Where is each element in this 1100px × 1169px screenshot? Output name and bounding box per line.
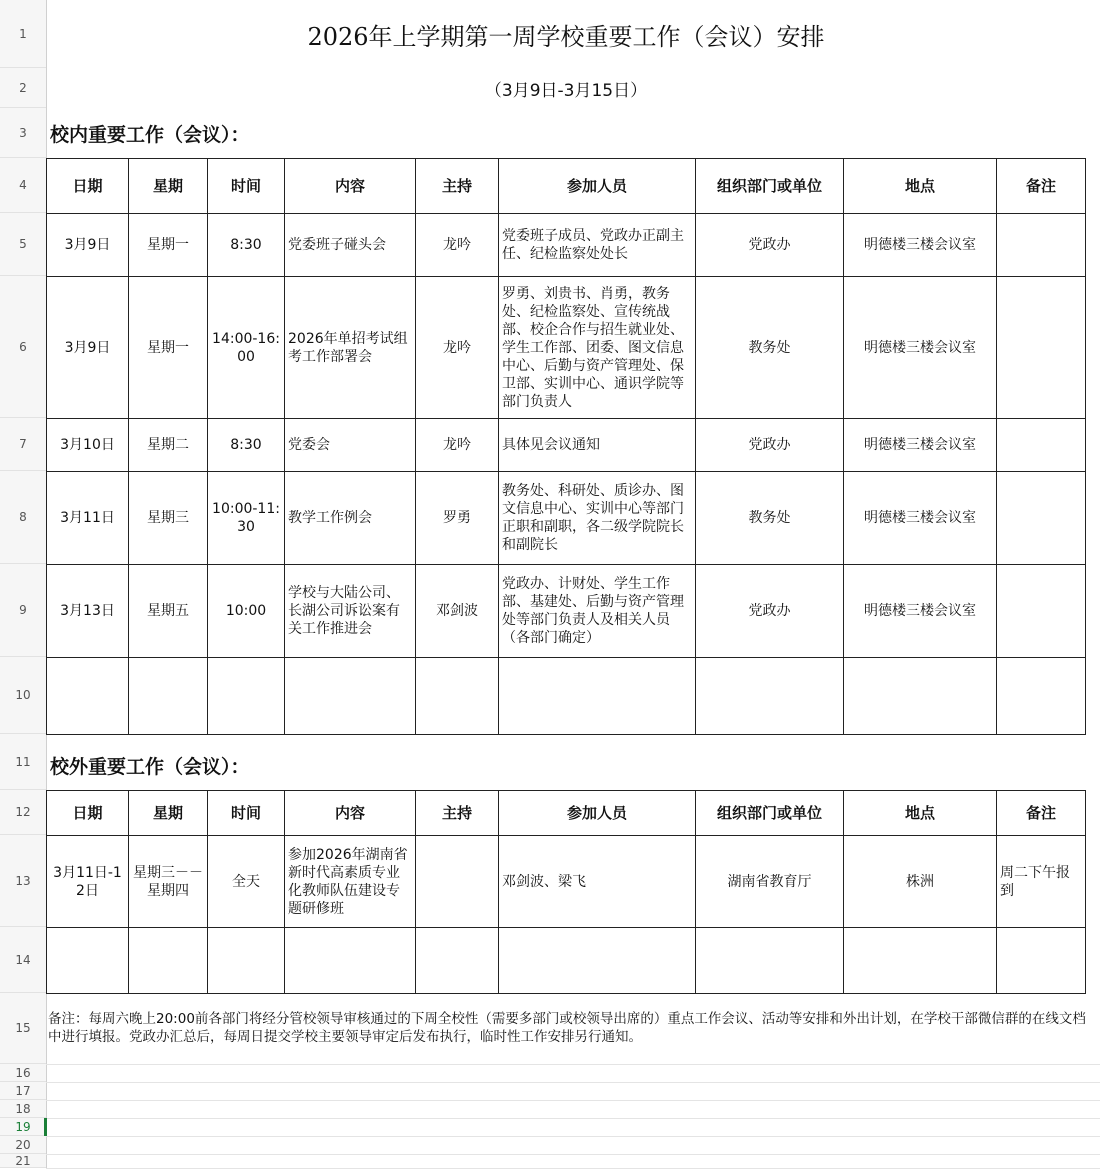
row-number[interactable]: 21 — [0, 1154, 46, 1168]
cell-location[interactable]: 明德楼三楼会议室 — [844, 419, 997, 472]
header-time: 时间 — [208, 791, 285, 836]
cell-empty[interactable] — [129, 928, 208, 994]
cell-weekday[interactable]: 星期三－－星期四 — [129, 836, 208, 928]
gridline — [46, 1154, 1100, 1155]
cell-empty[interactable] — [416, 928, 499, 994]
row-number[interactable]: 9 — [0, 564, 46, 657]
table-header-row — [47, 791, 1086, 836]
footnote-remarks: 备注：每周六晚上20:00前各部门将经分管校领导审核通过的下周全校性（需要多部门或校领导出席的）重点工作会议、活动等安排和外出计划，在学校干部微信群的在线文档中进行填报。党政办汇总后，每周日提交学校主要领导审定后发布执行，临时性工作安排另行通知。 — [48, 1011, 1086, 1045]
header-date: 日期 — [47, 159, 129, 214]
cell-remarks[interactable]: 周二下午报到 — [997, 836, 1086, 928]
cell-participants[interactable]: 邓剑波、梁飞 — [499, 836, 696, 928]
cell-empty[interactable] — [47, 658, 129, 735]
cell-organizer[interactable]: 党政办 — [696, 214, 844, 277]
header-host: 主持 — [416, 159, 499, 214]
row-number[interactable]: 3 — [0, 108, 46, 158]
cell-empty[interactable] — [285, 928, 416, 994]
row-number-gutter — [0, 0, 47, 1168]
cell-host[interactable]: 龙吟 — [416, 214, 499, 277]
external-meetings-table — [46, 790, 1086, 994]
header-remarks: 备注 — [997, 159, 1086, 214]
cell-empty[interactable] — [499, 658, 696, 735]
cell-empty[interactable] — [129, 658, 208, 735]
row-number[interactable]: 1 — [0, 0, 46, 68]
cell-content[interactable]: 学校与大陆公司、长湖公司诉讼案有关工作推进会 — [285, 565, 416, 658]
cell-content[interactable]: 参加2026年湖南省新时代高素质专业化教师队伍建设专题研修班 — [285, 836, 416, 928]
header-host: 主持 — [416, 791, 499, 836]
cell-weekday[interactable]: 星期一 — [129, 277, 208, 419]
cell-empty[interactable] — [285, 658, 416, 735]
row-number[interactable]: 11 — [0, 734, 46, 790]
section-heading-internal: 校内重要工作（会议）： — [50, 123, 250, 146]
row-number[interactable]: 18 — [0, 1100, 46, 1118]
header-date: 日期 — [47, 791, 129, 836]
cell-empty[interactable] — [696, 658, 844, 735]
row-number[interactable]: 14 — [0, 927, 46, 993]
cell-date[interactable]: 3月10日 — [47, 419, 129, 472]
cell-date[interactable]: 3月11日 — [47, 472, 129, 565]
row-number[interactable]: 13 — [0, 835, 46, 927]
cell-remarks[interactable] — [997, 565, 1086, 658]
table-row — [47, 836, 1086, 928]
header-location: 地点 — [844, 791, 997, 836]
cell-time[interactable]: 8:30 — [208, 419, 285, 472]
cell-participants[interactable]: 教务处、科研处、质诊办、图文信息中心、实训中心等部门正职和副职，各二级学院院长和副院长 — [499, 472, 696, 565]
cell-empty[interactable] — [997, 658, 1086, 735]
cell-content[interactable]: 党委班子碰头会 — [285, 214, 416, 277]
gridline — [46, 1118, 1100, 1119]
cell-date[interactable]: 3月9日 — [47, 277, 129, 419]
row-number[interactable]: 7 — [0, 418, 46, 471]
header-weekday: 星期 — [129, 159, 208, 214]
cell-time[interactable]: 10:00-11:30 — [208, 472, 285, 565]
date-range-subtitle: （3月9日-3月15日） — [484, 80, 648, 101]
table-row — [47, 419, 1086, 472]
header-content: 内容 — [285, 791, 416, 836]
row-number[interactable]: 12 — [0, 790, 46, 835]
row-number[interactable]: 4 — [0, 158, 46, 213]
cell-host[interactable]: 龙吟 — [416, 277, 499, 419]
cell-content[interactable]: 教学工作例会 — [285, 472, 416, 565]
cell-empty[interactable] — [208, 658, 285, 735]
cell-remarks[interactable] — [997, 277, 1086, 419]
cell-date[interactable]: 3月11日-12日 — [47, 836, 129, 928]
row-number[interactable]: 10 — [0, 657, 46, 734]
cell-host[interactable] — [416, 836, 499, 928]
cell-weekday[interactable]: 星期一 — [129, 214, 208, 277]
cell-date[interactable]: 3月9日 — [47, 214, 129, 277]
header-participants: 参加人员 — [499, 159, 696, 214]
header-organizer: 组织部门或单位 — [696, 791, 844, 836]
header-time: 时间 — [208, 159, 285, 214]
table-row-empty — [47, 658, 1086, 735]
table-row-empty — [47, 928, 1086, 994]
row-number[interactable]: 5 — [0, 213, 46, 276]
cell-host[interactable]: 罗勇 — [416, 472, 499, 565]
cell-location[interactable]: 明德楼三楼会议室 — [844, 277, 997, 419]
cell-participants[interactable]: 党委班子成员、党政办正副主任、纪检监察处处长 — [499, 214, 696, 277]
cell-location[interactable]: 明德楼三楼会议室 — [844, 472, 997, 565]
table-row — [47, 277, 1086, 419]
active-row-indicator — [44, 1118, 47, 1136]
internal-meetings-table — [46, 158, 1086, 735]
cell-weekday[interactable]: 星期三 — [129, 472, 208, 565]
cell-participants[interactable]: 党政办、计财处、学生工作部、基建处、后勤与资产管理处等部门负责人及相关人员（各部门确定） — [499, 565, 696, 658]
cell-weekday[interactable]: 星期二 — [129, 419, 208, 472]
cell-time[interactable]: 10:00 — [208, 565, 285, 658]
section-heading-external: 校外重要工作（会议）： — [50, 755, 250, 778]
row-number[interactable]: 6 — [0, 276, 46, 418]
table-row — [47, 214, 1086, 277]
row-number[interactable]: 19 — [0, 1118, 46, 1136]
cell-organizer[interactable]: 湖南省教育厅 — [696, 836, 844, 928]
cell-remarks[interactable] — [997, 472, 1086, 565]
header-remarks: 备注 — [997, 791, 1086, 836]
row-number[interactable]: 16 — [0, 1064, 46, 1082]
header-weekday: 星期 — [129, 791, 208, 836]
cell-location[interactable]: 明德楼三楼会议室 — [844, 565, 997, 658]
table-header-row — [47, 159, 1086, 214]
cell-organizer[interactable]: 教务处 — [696, 277, 844, 419]
gridline — [46, 1100, 1100, 1101]
cell-host[interactable]: 龙吟 — [416, 419, 499, 472]
page-title: 2026年上学期第一周学校重要工作（会议）安排 — [307, 22, 825, 51]
cell-location[interactable]: 明德楼三楼会议室 — [844, 214, 997, 277]
cell-remarks[interactable] — [997, 214, 1086, 277]
row-number[interactable]: 17 — [0, 1082, 46, 1100]
header-organizer: 组织部门或单位 — [696, 159, 844, 214]
cell-date[interactable]: 3月13日 — [47, 565, 129, 658]
gridline — [46, 1064, 1100, 1065]
cell-time[interactable]: 全天 — [208, 836, 285, 928]
cell-weekday[interactable]: 星期五 — [129, 565, 208, 658]
cell-empty[interactable] — [844, 928, 997, 994]
table-row — [47, 472, 1086, 565]
cell-content[interactable]: 2026年单招考试组考工作部署会 — [285, 277, 416, 419]
row-number[interactable]: 20 — [0, 1136, 46, 1154]
cell-empty[interactable] — [208, 928, 285, 994]
cell-organizer[interactable]: 教务处 — [696, 472, 844, 565]
gridline — [46, 1136, 1100, 1137]
cell-location[interactable]: 株洲 — [844, 836, 997, 928]
cell-remarks[interactable] — [997, 419, 1086, 472]
header-participants: 参加人员 — [499, 791, 696, 836]
row-number[interactable]: 15 — [0, 993, 46, 1064]
header-content: 内容 — [285, 159, 416, 214]
header-location: 地点 — [844, 159, 997, 214]
cell-host[interactable]: 邓剑波 — [416, 565, 499, 658]
cell-empty[interactable] — [416, 658, 499, 735]
cell-participants[interactable]: 具体见会议通知 — [499, 419, 696, 472]
row-number[interactable]: 8 — [0, 471, 46, 564]
cell-organizer[interactable]: 党政办 — [696, 565, 844, 658]
cell-time[interactable]: 14:00-16:00 — [208, 277, 285, 419]
cell-participants[interactable]: 罗勇、刘贵书、肖勇，教务处、纪检监察处、宣传统战部、校企合作与招生就业处、学生工作部、团委、图文信息中心、后勤与资产管理处、保卫部、实训中心、通识学院等部门负责人 — [499, 277, 696, 419]
cell-time[interactable]: 8:30 — [208, 214, 285, 277]
cell-empty[interactable] — [844, 658, 997, 735]
cell-empty[interactable] — [47, 928, 129, 994]
cell-empty[interactable] — [997, 928, 1086, 994]
cell-empty[interactable] — [499, 928, 696, 994]
cell-organizer[interactable]: 党政办 — [696, 419, 844, 472]
row-number[interactable]: 2 — [0, 68, 46, 108]
cell-content[interactable]: 党委会 — [285, 419, 416, 472]
table-row — [47, 565, 1086, 658]
cell-empty[interactable] — [696, 928, 844, 994]
gridline — [46, 1082, 1100, 1083]
